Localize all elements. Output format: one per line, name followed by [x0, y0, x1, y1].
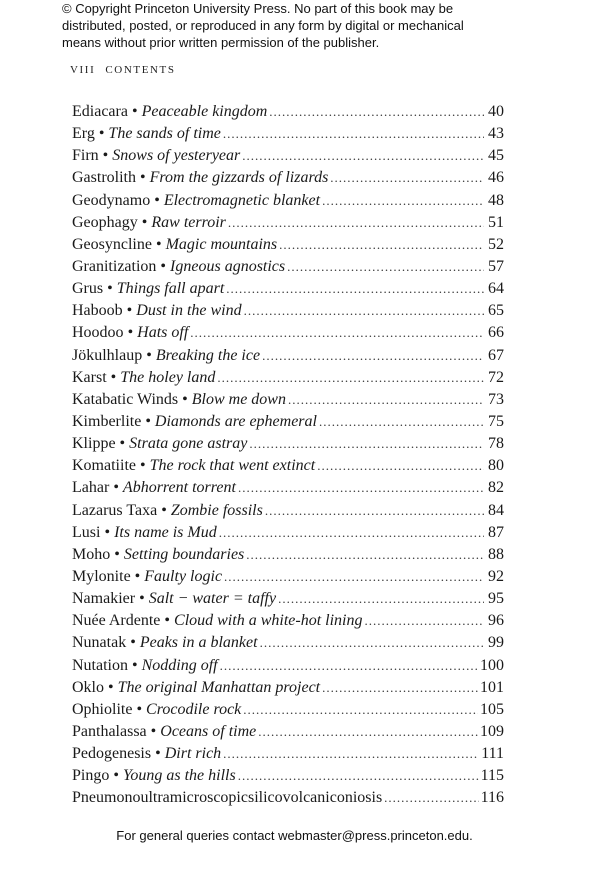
toc-entry	[72, 544, 504, 566]
entry-term: Gastrolith	[72, 169, 136, 187]
copyright-line: means without prior written permission of the publisher.	[62, 35, 380, 50]
bullet-separator: •	[108, 678, 114, 696]
entry-term: Ediacara	[72, 103, 128, 120]
bullet-separator: •	[113, 767, 119, 785]
bullet-separator: •	[113, 479, 119, 497]
entry-page-number: 100	[480, 656, 504, 674]
entry-page-number: 99	[488, 634, 504, 652]
entry-subtitle: Setting boundaries	[123, 545, 245, 563]
entry-subtitle: The rock that went extinct	[149, 457, 316, 475]
dot-leader	[265, 500, 484, 522]
bullet-separator: •	[98, 125, 105, 143]
entry-subtitle: Salt − water = taffy	[148, 590, 277, 608]
dot-leader	[238, 477, 484, 499]
bullet-separator: •	[130, 634, 136, 652]
bullet-separator: •	[127, 324, 134, 342]
entry-subtitle: Its name is Mud	[114, 523, 217, 541]
entry-page-number: 111	[481, 745, 504, 763]
entry-page-number: 48	[488, 191, 504, 209]
toc-entry	[72, 389, 504, 411]
entry-page-number: 80	[488, 457, 504, 475]
dot-leader	[228, 212, 484, 234]
dot-leader	[384, 787, 478, 809]
entry-page-number: 73	[488, 390, 504, 408]
entry-subtitle: The holey land	[120, 368, 216, 386]
entry-subtitle: Strata gone astray	[129, 435, 248, 453]
entry-page-number: 52	[488, 235, 504, 253]
dot-leader	[223, 743, 479, 765]
dot-leader	[269, 101, 484, 123]
entry-page-number: 95	[488, 590, 504, 608]
toc-entry	[72, 787, 504, 809]
entry-page-number: 40	[488, 103, 504, 120]
dot-leader	[249, 433, 484, 455]
entry-page-number: 115	[480, 767, 504, 785]
toc-entry	[72, 433, 504, 455]
entry-subtitle: Dirt rich	[164, 745, 222, 763]
bullet-separator: •	[139, 590, 145, 608]
toc-entry	[72, 411, 504, 433]
toc-entry	[72, 300, 504, 322]
entry-page-number: 65	[488, 302, 504, 320]
dot-leader	[224, 566, 484, 588]
toc-entry	[72, 477, 504, 499]
entry-page-number: 82	[488, 479, 504, 497]
entry-page-number: 78	[488, 435, 504, 453]
entry-subtitle: Abhorrent torrent	[122, 479, 236, 497]
bullet-separator: •	[134, 567, 141, 585]
dot-leader	[220, 655, 478, 677]
entry-subtitle: Igneous agnostics	[170, 257, 286, 275]
entry-term: Karst	[72, 368, 107, 386]
entry-subtitle: Crocodile rock	[146, 700, 242, 718]
bullet-separator: •	[119, 435, 126, 453]
bullet-separator: •	[140, 169, 146, 187]
entry-page-number: 92	[488, 567, 504, 585]
entry-subtitle: Breaking the ice	[155, 346, 261, 364]
entry-term: Kimberlite	[72, 412, 142, 430]
entry-page-number: 46	[488, 169, 504, 187]
bullet-separator: •	[155, 235, 162, 253]
dot-leader	[243, 699, 478, 721]
toc-entry	[72, 699, 504, 721]
entry-page-number: 57	[488, 257, 504, 275]
entry-term: Pingo	[72, 767, 110, 785]
copyright-line: © Copyright Princeton University Press. No part of this book may be	[62, 1, 454, 16]
entry-term: Nunatak	[72, 634, 127, 652]
dot-leader	[246, 544, 484, 566]
entry-term: Ophiolite	[72, 700, 133, 718]
toc-entry	[72, 500, 504, 522]
bullet-separator: •	[132, 656, 138, 674]
toc-entry	[72, 212, 504, 234]
bullet-separator: •	[160, 257, 167, 275]
dot-leader	[190, 322, 484, 344]
copyright-notice	[62, 0, 562, 51]
entry-term: Firn	[72, 147, 99, 165]
dot-leader	[260, 632, 484, 654]
bullet-separator: •	[182, 390, 188, 408]
entry-term: Moho	[72, 545, 111, 563]
entry-term: Geophagy	[72, 213, 138, 231]
entry-term: Geosyncline	[72, 235, 152, 253]
entry-subtitle: Peaceable kingdom	[141, 103, 268, 120]
bullet-separator: •	[136, 700, 143, 718]
entry-subtitle: Electromagnetic blanket	[163, 191, 321, 209]
entry-term: Lahar	[72, 479, 110, 497]
entry-page-number: 67	[488, 346, 504, 364]
entry-page-number: 109	[480, 722, 504, 740]
toc-entry	[72, 167, 504, 189]
copyright-line: distributed, posted, or reproduced in any form by digital or mechanical	[62, 18, 464, 33]
dot-leader	[262, 345, 484, 367]
entry-page-number: 66	[488, 324, 504, 342]
toc-entry	[72, 278, 504, 300]
dot-leader	[330, 167, 484, 189]
bullet-separator: •	[145, 412, 151, 430]
entry-term: Panthalassa	[72, 722, 147, 740]
contents-list	[72, 101, 504, 810]
bullet-separator: •	[154, 191, 160, 209]
dot-leader	[317, 455, 484, 477]
dot-leader	[364, 610, 484, 632]
entry-subtitle: The original Manhattan project	[117, 678, 321, 696]
entry-page-number: 96	[488, 612, 504, 630]
dot-leader	[219, 522, 484, 544]
toc-entry	[72, 322, 504, 344]
entry-subtitle: Peaks in a blanket	[139, 634, 258, 652]
entry-subtitle: Nodding off	[141, 656, 218, 674]
toc-entry	[72, 610, 504, 632]
dot-leader	[278, 588, 484, 610]
dot-leader	[238, 765, 479, 787]
bullet-separator: •	[131, 103, 138, 120]
dot-leader	[288, 389, 484, 411]
dot-leader	[244, 300, 484, 322]
bullet-separator: •	[155, 745, 161, 763]
dot-leader	[258, 721, 478, 743]
entry-subtitle: The sands of time	[108, 125, 221, 143]
running-head	[70, 64, 186, 76]
entry-page-number: 45	[488, 147, 504, 165]
dot-leader	[279, 234, 484, 256]
entry-term: Jökulhlaup	[72, 346, 143, 364]
entry-subtitle: Dust in the wind	[136, 302, 242, 320]
entry-term: Geodynamo	[72, 191, 151, 209]
entry-page-number: 51	[488, 213, 504, 231]
dot-leader	[242, 145, 484, 167]
entry-term: Nuée Ardente	[72, 612, 161, 630]
entry-subtitle: Hats off	[137, 324, 189, 342]
toc-entry	[72, 632, 504, 654]
toc-entry	[72, 588, 504, 610]
toc-entry	[72, 743, 504, 765]
bullet-separator: •	[102, 147, 109, 165]
toc-entry	[72, 765, 504, 787]
entry-term: Mylonite	[72, 567, 131, 585]
bullet-separator: •	[150, 722, 157, 740]
entry-term: Klippe	[72, 435, 116, 453]
entry-subtitle: Things fall apart	[116, 280, 225, 298]
entry-subtitle: Zombie fossils	[170, 501, 263, 519]
entry-term: Namakier	[72, 590, 136, 608]
entry-page-number: 101	[480, 678, 504, 696]
footer-contact: For general queries contact webmaster@press.princeton.edu.	[116, 828, 473, 843]
entry-term: Pedogenesis	[72, 745, 152, 763]
bullet-separator: •	[141, 213, 148, 231]
dot-leader	[322, 190, 484, 212]
entry-page-number: 84	[488, 501, 504, 519]
entry-term: Nutation	[72, 656, 128, 674]
bullet-separator: •	[110, 368, 117, 386]
toc-entry	[72, 101, 504, 123]
entry-term: Hoodoo	[72, 324, 124, 342]
toc-entry	[72, 123, 504, 145]
toc-entry	[72, 566, 504, 588]
entry-term: Grus	[72, 280, 104, 298]
toc-entry	[72, 721, 504, 743]
toc-entry	[72, 367, 504, 389]
page-number: VIII	[70, 64, 96, 76]
toc-entry	[72, 455, 504, 477]
entry-subtitle: Snows of yesteryear	[112, 147, 241, 165]
dot-leader	[226, 278, 484, 300]
entry-subtitle: Cloud with a white-hot lining	[174, 612, 363, 630]
entry-page-number: 72	[488, 368, 504, 386]
entry-page-number: 75	[488, 412, 504, 430]
bullet-separator: •	[107, 280, 113, 298]
entry-subtitle: Magic mountains	[165, 235, 278, 253]
entry-subtitle: Raw terroir	[151, 213, 226, 231]
entry-term: Granitization	[72, 257, 157, 275]
entry-page-number: 105	[480, 700, 504, 718]
bullet-separator: •	[146, 346, 152, 364]
entry-page-number: 116	[480, 789, 504, 807]
toc-entry	[72, 145, 504, 167]
entry-subtitle: From the gizzards of lizards	[149, 169, 329, 187]
entry-term: Oklo	[72, 678, 104, 696]
bullet-separator: •	[139, 457, 146, 475]
entry-page-number: 64	[488, 280, 504, 298]
dot-leader	[287, 256, 484, 278]
entry-subtitle: Oceans of time	[160, 722, 257, 740]
entry-term: Katabatic Winds	[72, 390, 179, 408]
bullet-separator: •	[126, 302, 133, 320]
toc-entry	[72, 522, 504, 544]
toc-entry	[72, 234, 504, 256]
bullet-separator: •	[164, 612, 171, 630]
entry-term: Lusi	[72, 523, 101, 541]
dot-leader	[223, 123, 484, 145]
entry-subtitle: Faulty logic	[144, 567, 223, 585]
dot-leader	[322, 677, 478, 699]
section-title: CONTENTS	[105, 64, 176, 76]
toc-entry	[72, 190, 504, 212]
entry-page-number: 88	[488, 545, 504, 563]
entry-subtitle: Diamonds are ephemeral	[154, 412, 317, 430]
entry-term: Komatiite	[72, 457, 136, 475]
toc-entry	[72, 345, 504, 367]
bullet-separator: •	[104, 523, 111, 541]
entry-term: Pneumonoultramicroscopicsilicovolcaniconiosis	[72, 789, 383, 807]
entry-subtitle: Young as the hills	[122, 767, 236, 785]
entry-term: Lazarus Taxa	[72, 501, 158, 519]
entry-page-number: 43	[488, 125, 504, 143]
entry-term: Erg	[72, 125, 95, 143]
toc-entry	[72, 677, 504, 699]
dot-leader	[319, 411, 484, 433]
entry-page-number: 87	[488, 523, 504, 541]
entry-term: Haboob	[72, 302, 123, 320]
toc-entry	[72, 655, 504, 677]
bullet-separator: •	[161, 501, 167, 519]
dot-leader	[217, 367, 484, 389]
bullet-separator: •	[114, 545, 120, 563]
toc-entry	[72, 256, 504, 278]
entry-subtitle: Blow me down	[191, 390, 286, 408]
